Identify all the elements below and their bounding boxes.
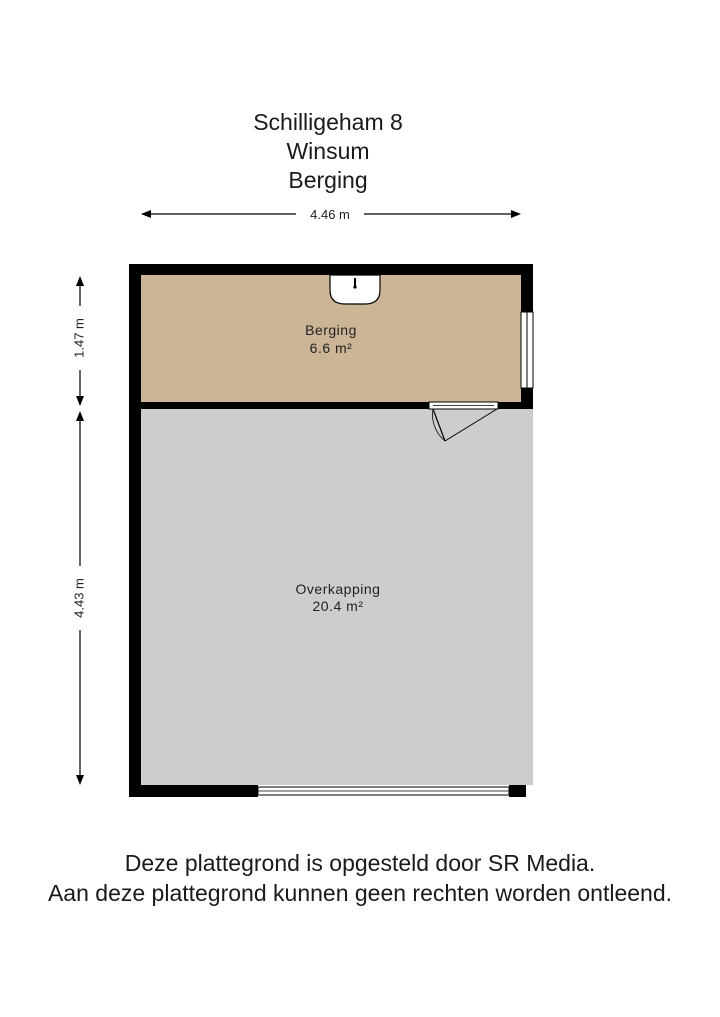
arrow-right-icon	[511, 210, 521, 218]
wall-top	[129, 264, 533, 275]
wall-right-upper	[521, 264, 533, 312]
wall-right-lower	[521, 388, 533, 409]
wall-bottom-right	[509, 785, 526, 797]
room-name-overkapping: Overkapping	[295, 581, 381, 597]
depth-top-label: 1.47 m	[71, 318, 87, 358]
wall-left	[129, 264, 141, 797]
window-right	[521, 312, 533, 388]
room-name-berging: Berging	[305, 322, 357, 338]
sink-icon	[330, 275, 380, 304]
arrow-up-icon	[76, 411, 84, 421]
city-title: Winsum	[286, 138, 370, 164]
disclaimer-line-2: Aan deze plattegrond kunnen geen rechten worden ontleend.	[47, 880, 673, 906]
width-dimension	[141, 207, 521, 222]
depth-top-dimension	[71, 276, 86, 406]
room-area-berging: 6.6 m²	[309, 340, 353, 356]
arrow-down-icon	[76, 775, 84, 785]
overkapping-floor	[141, 409, 533, 785]
arrow-up-icon	[76, 276, 84, 286]
bottom-opening	[258, 787, 509, 795]
disclaimer-line-1: Deze plattegrond is opgesteld door SR Media.	[124, 850, 596, 876]
width-label: 4.46 m	[310, 207, 350, 222]
depth-bottom-dimension	[71, 411, 86, 785]
wall-partition	[141, 402, 429, 409]
arrow-left-icon	[141, 210, 151, 218]
wall-partition-end	[498, 402, 521, 409]
depth-bottom-label: 4.43 m	[71, 578, 87, 618]
room-area-overkapping: 20.4 m²	[312, 598, 364, 614]
wall-bottom-left	[129, 785, 258, 797]
address-title: Schilligeham 8	[253, 109, 403, 135]
floor-title: Berging	[288, 167, 368, 193]
arrow-down-icon	[76, 396, 84, 406]
